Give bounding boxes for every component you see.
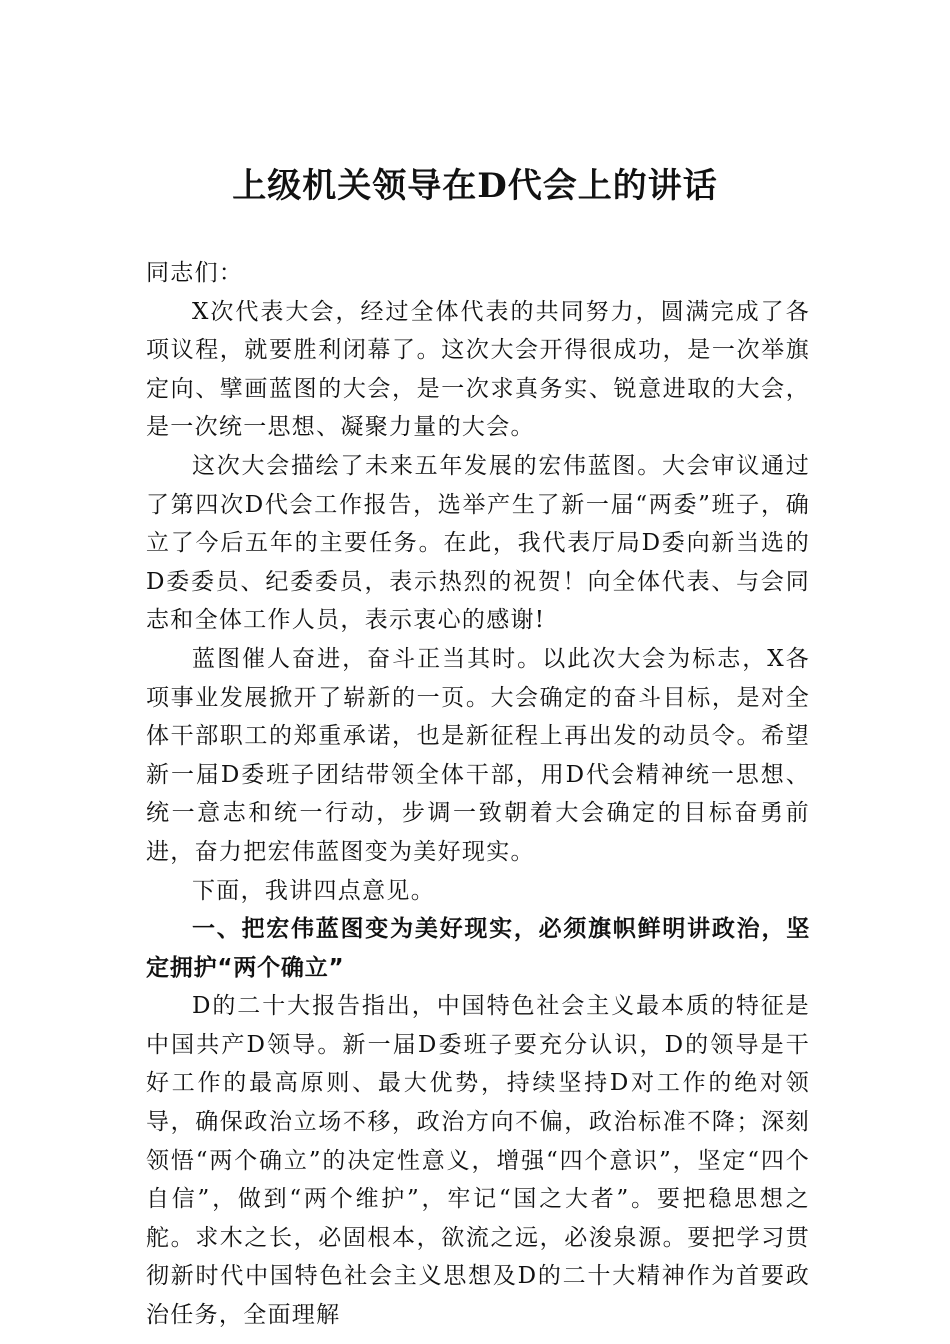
paragraph-opening: X次代表大会，经过全体代表的共同努力，圆满完成了各项议程，就要胜利闭幕了。这次大会开得很成功，是一次举旗定向、擘画蓝图的大会，是一次求真务实、锐意进取的大会，是一次统一思想、凝聚力量的大会。: [146, 298, 810, 441]
salutation: 同志们：: [146, 260, 244, 286]
document-body: [146, 254, 810, 1335]
section-heading-one: 一、把宏伟蓝图变为美好现实，必须旗帜鲜明讲政治，坚定拥护“两个确立”: [146, 916, 810, 981]
paragraph-inspiration: 蓝图催人奋进，奋斗正当其时。以此次大会为标志，X各项事业发展掀开了崭新的一页。大会确定的奋斗目标，是对全体干部职工的郑重承诺，也是新征程上再出发的动员令。希望新一届D委班子团结带领全体干部，用D代会精神统一思想、统一意志和统一行动，步调一致朝着大会确定的目标奋勇前进，奋力把宏伟蓝图变为美好现实。: [146, 645, 810, 865]
paragraph-section-one: D的二十大报告指出，中国特色社会主义最本质的特征是中国共产D领导。新一届D委班子要充分认识，D的领导是干好工作的最高原则、最大优势，持续坚持D对工作的绝对领导，确保政治立场不移，政治方向不偏，政治标准不降；深刻领悟“两个确立”的决定性意义，增强“四个意识”，坚定“四个自信”，做到“两个维护”，牢记“国之大者”。要把稳思想之舵。求木之长，必固根本，欲流之远，必浚泉源。要把学习贯彻新时代中国特色社会主义思想及D的二十大精神作为首要政治任务，全面理解: [146, 993, 810, 1329]
paragraph-intro-points: 下面，我讲四点意见。: [192, 877, 435, 904]
paragraph-blueprint: 这次大会描绘了未来五年发展的宏伟蓝图。大会审议通过了第四次D代会工作报告，选举产生了新一届“两委”班子，确立了今后五年的主要任务。在此，我代表厅局D委向新当选的D委委员、纪委委员，表示热烈的祝贺！向全体代表、与会同志和全体工作人员，表示衷心的感谢!: [146, 452, 810, 634]
document-title: 上级机关领导在D代会上的讲话: [232, 166, 718, 206]
